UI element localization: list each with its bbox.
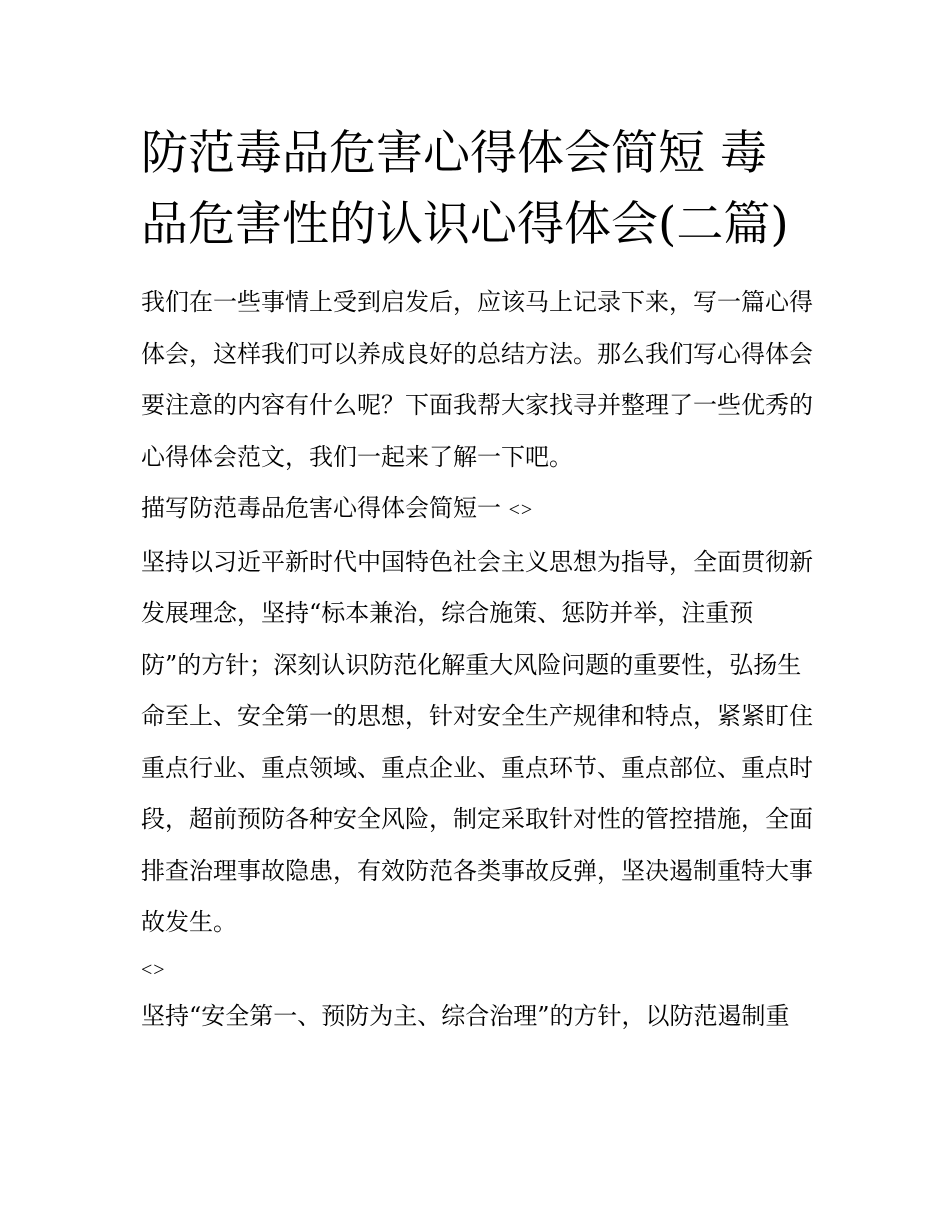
section-heading-marker: <>	[508, 499, 534, 521]
section-heading	[141, 483, 813, 537]
section-body-paragraph-2: 坚持“安全第一、预防为主、综合治理”的方针，以防范遏制重	[141, 1001, 790, 1030]
section-heading-text: 描写防范毒品危害心得体会简短一	[141, 494, 501, 522]
document-content	[141, 118, 813, 1042]
document-title: 防范毒品危害心得体会简短 毒品危害性的认识心得体会(二篇)	[141, 126, 789, 252]
separator-marker: <>	[141, 958, 166, 981]
intro-paragraph: 我们在一些事情上受到启发后，应该马上记录下来，写一篇心得体会，这样我们可以养成良好的总结方法。那么我们写心得体会要注意的内容有什么呢？下面我帮大家找寻并整理了一些优秀的心得体会范文，我们一起来了解一下吧。	[141, 288, 813, 471]
section-body-paragraph: 坚持以习近平新时代中国特色社会主义思想为指导，全面贯彻新发展理念，坚持“标本兼治，综合施策、惩防并举，注重预防”的方针；深刻认识防范化解重大风险问题的重要性，弘扬生命至上、安全第一的思想，针对安全生产规律和特点，紧紧盯住重点行业、重点领域、重点企业、重点环节、重点部位、重点时段，超前预防各种安全风险，制定采取针对性的管控措施，全面排查治理事故隐患，有效防范各类事故反弹，坚决遏制重特大事故发生。	[141, 547, 813, 936]
